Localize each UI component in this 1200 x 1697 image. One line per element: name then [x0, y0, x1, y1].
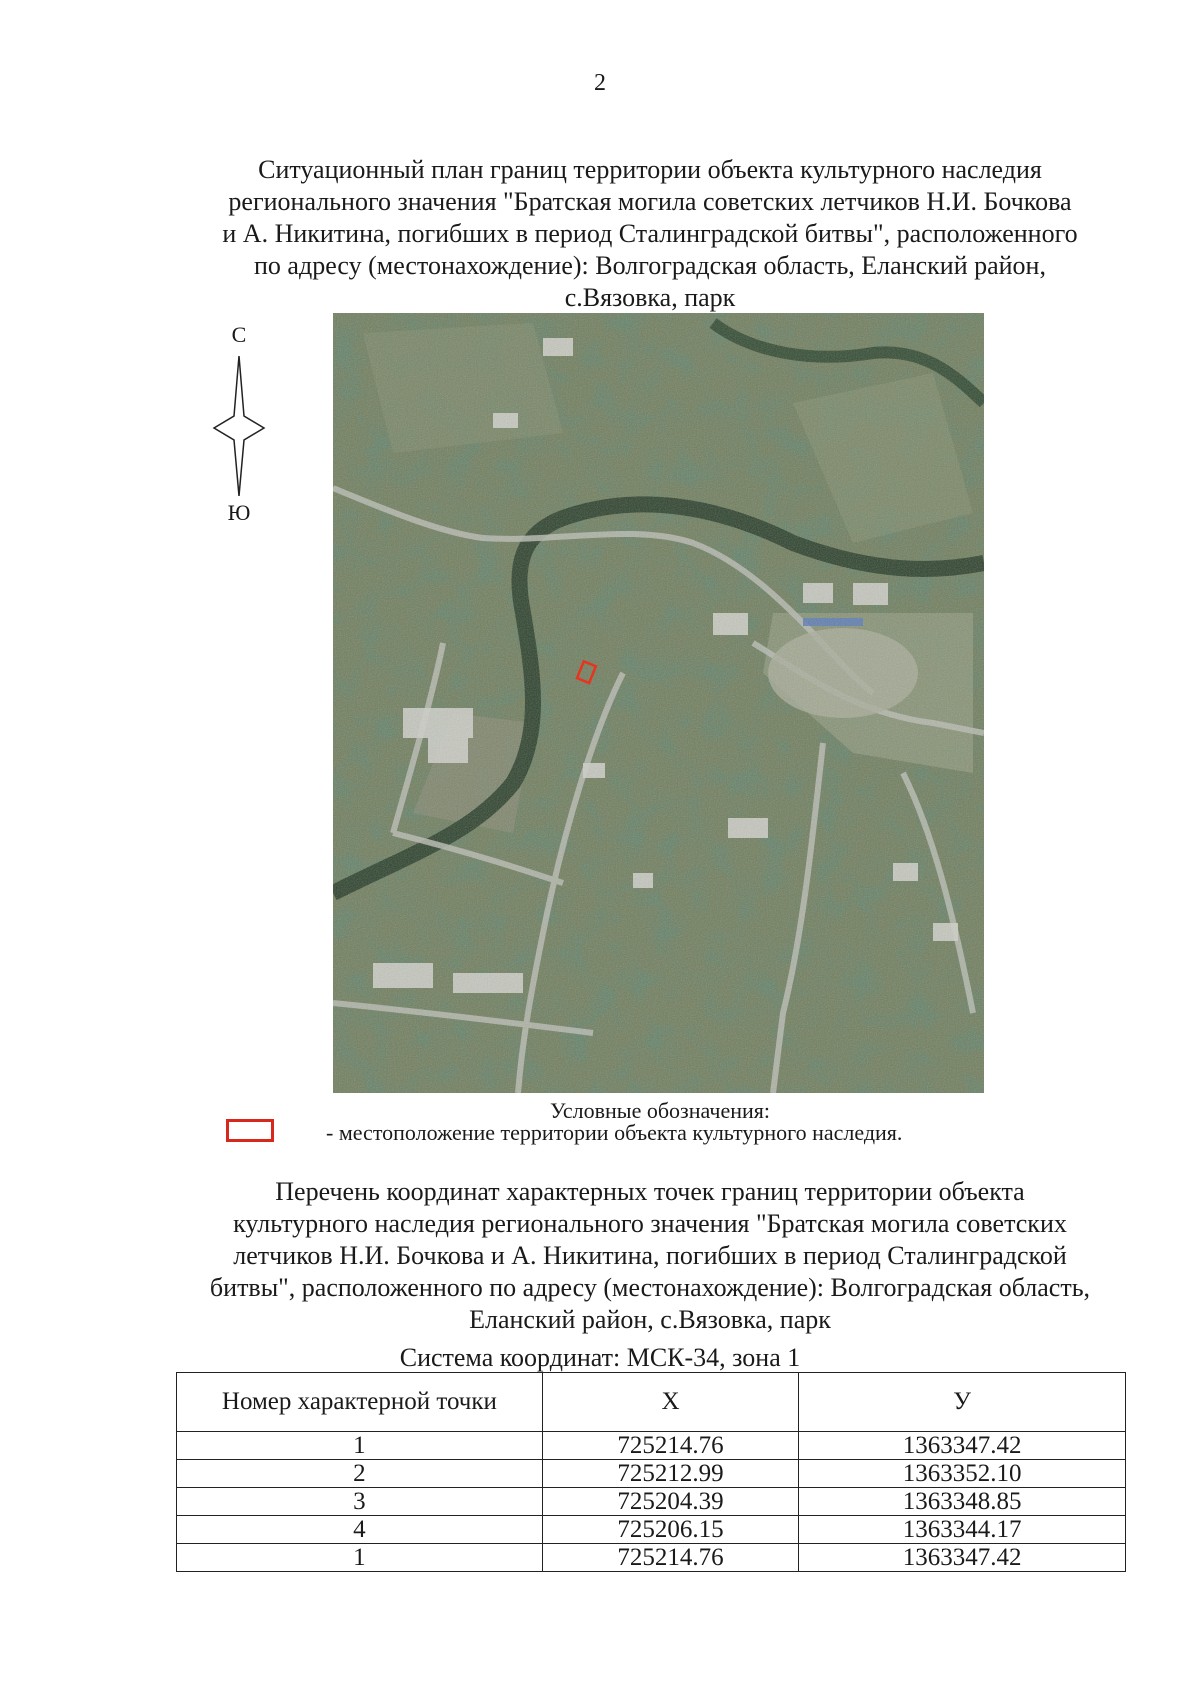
y-cell: 1363344.17	[799, 1516, 1126, 1544]
y-cell: 1363347.42	[799, 1432, 1126, 1460]
table-row	[177, 1516, 1126, 1544]
y-cell: 1363347.42	[799, 1544, 1126, 1572]
table-row	[177, 1544, 1126, 1572]
satellite-map	[333, 313, 984, 1093]
x-cell: 725204.39	[542, 1488, 798, 1516]
y-cell: 1363348.85	[799, 1488, 1126, 1516]
point-number-cell: 2	[177, 1460, 543, 1488]
page-number: 2	[594, 70, 606, 96]
legend-marker-swatch	[226, 1119, 274, 1142]
list-title-line: культурного наследия регионального значения "Братская могила советских	[233, 1209, 1067, 1238]
x-cell: 725206.15	[542, 1516, 798, 1544]
list-title-line: Перечень координат характерных точек границ территории объекта	[275, 1177, 1025, 1206]
table-row	[177, 1488, 1126, 1516]
compass-north-label: С	[231, 322, 247, 347]
header-x: X	[542, 1373, 798, 1432]
plan-title-line: и А. Никитина, погибших в период Сталинградской битвы", расположенного	[222, 219, 1078, 248]
plan-title-line: по адресу (местонахождение): Волгоградская область, Еланский район,	[254, 251, 1046, 280]
plan-title-line: с.Вязовка, парк	[564, 283, 736, 312]
compass-south-label: Ю	[227, 500, 251, 525]
x-cell: 725214.76	[542, 1544, 798, 1572]
point-number-cell: 1	[177, 1432, 543, 1460]
point-number-cell: 1	[177, 1544, 543, 1572]
x-cell: 725214.76	[542, 1432, 798, 1460]
header-y: У	[799, 1373, 1126, 1432]
y-cell: 1363352.10	[799, 1460, 1126, 1488]
table-row	[177, 1432, 1126, 1460]
table-header-row	[177, 1373, 1126, 1432]
north-arrow	[212, 322, 266, 525]
table-row	[177, 1460, 1126, 1488]
header-point-number: Номер характерной точки	[177, 1373, 543, 1432]
x-cell: 725212.99	[542, 1460, 798, 1488]
compass-star-icon	[212, 356, 266, 496]
coordinate-system-caption: Система координат: МСК-34, зона 1	[399, 1343, 801, 1372]
plan-title-line: Ситуационный план границ территории объекта культурного наследия	[258, 155, 1042, 184]
coordinates-list-title	[150, 1176, 1150, 1336]
plan-title	[150, 154, 1150, 314]
legend-item-text: - местоположение территории объекта культурного наследия.	[326, 1120, 903, 1145]
plan-title-line: регионального значения "Братская могила советских летчиков Н.И. Бочкова	[228, 187, 1072, 216]
legend-title: Условные обозначения:	[549, 1098, 771, 1123]
point-number-cell: 3	[177, 1488, 543, 1516]
list-title-line: летчиков Н.И. Бочкова и А. Никитина, погибших в период Сталинградской	[233, 1241, 1067, 1270]
list-title-line: Еланский район, с.Вязовка, парк	[469, 1305, 831, 1334]
coordinates-table	[176, 1372, 1126, 1572]
point-number-cell: 4	[177, 1516, 543, 1544]
list-title-line: битвы", расположенного по адресу (местонахождение): Волгоградская область,	[209, 1273, 1091, 1302]
